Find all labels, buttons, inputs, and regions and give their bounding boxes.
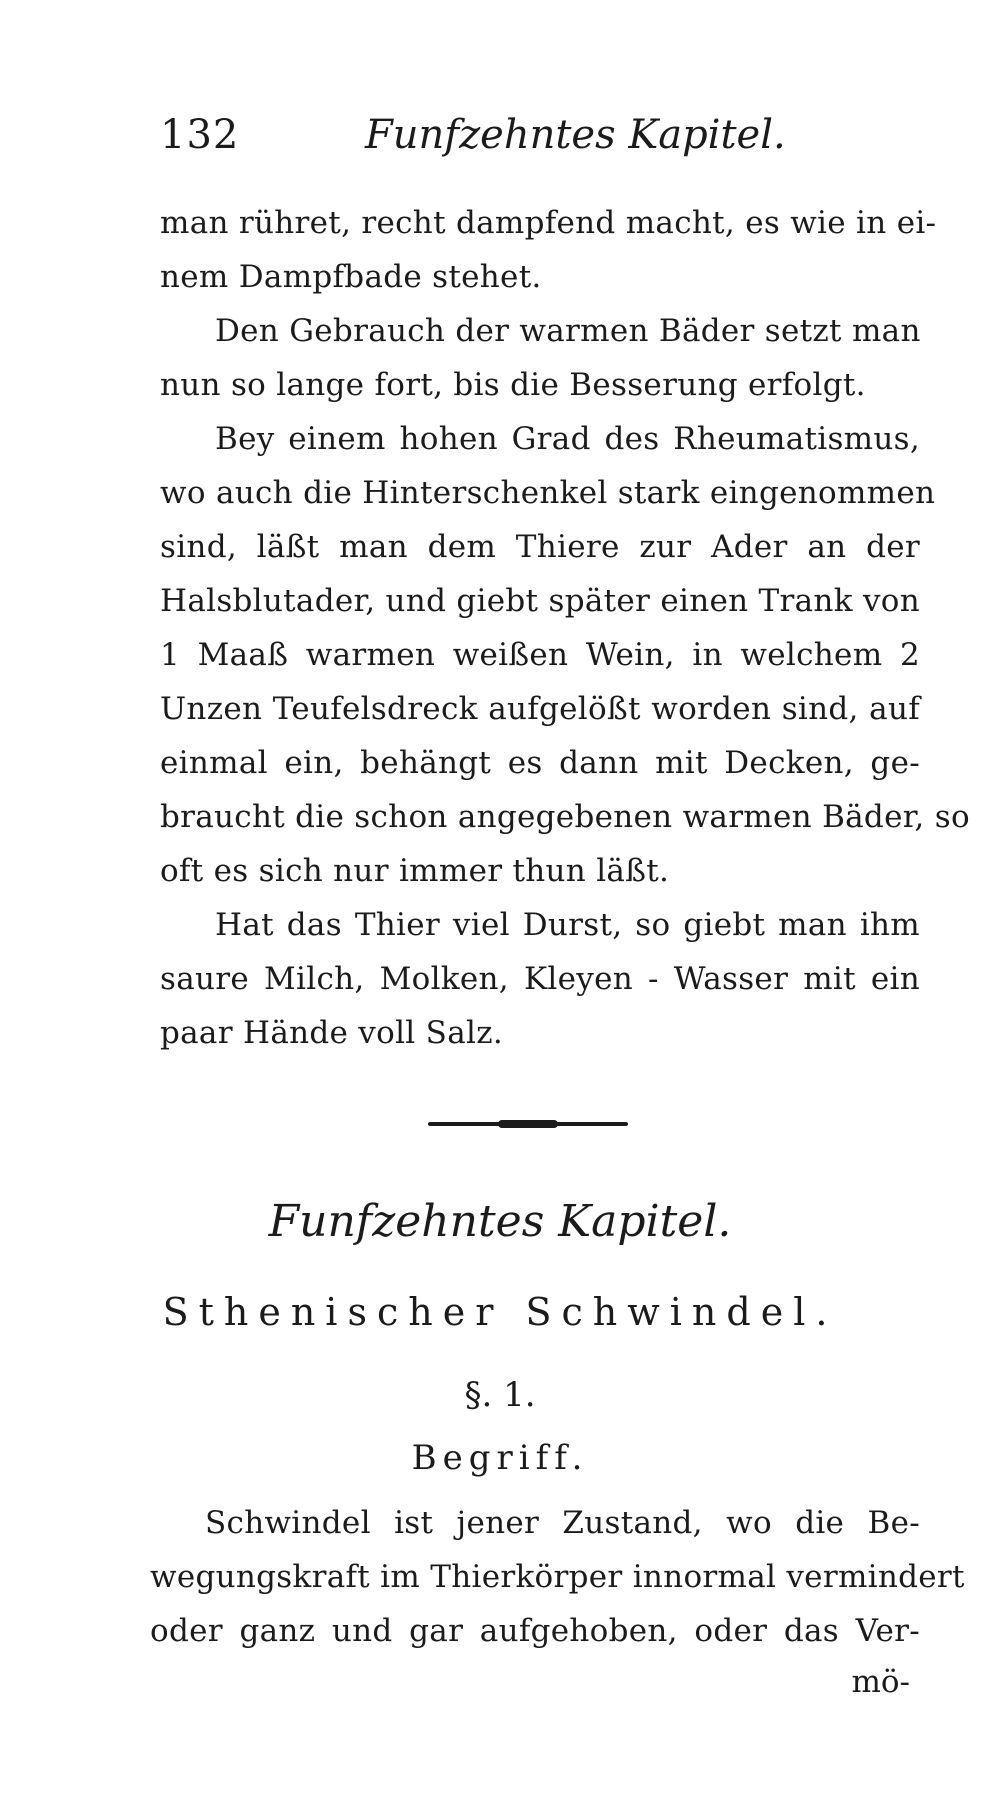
text-line: paar Hände voll Salz. [160,1015,503,1051]
text-line: Den Gebrauch der warmen Bäder setzt man [215,313,921,349]
text-line: nem Dampfbade stehet. [160,259,542,295]
text-line: braucht die schon angegebenen warmen Bäder, so [160,799,970,835]
chapter-subtitle: Sthenischer Schwindel. [162,1290,838,1334]
text-line: man rühret, recht dampfend macht, es wie in ei- [160,205,937,241]
ornamental-rule [428,1122,628,1126]
text-line: Schwindel ist jener Zustand, wo die Be- [205,1505,920,1541]
text-line: Unzen Teufelsdreck aufgelößt worden sind, auf [160,691,920,727]
text-line: nun so lange fort, bis die Besserung erfolgt. [160,367,866,403]
text-line: sind, läßt man dem Thiere zur Ader an der [160,529,920,565]
chapter-title: Funfzehntes Kapitel. [268,1196,732,1247]
text-line: oder ganz und gar aufgehoben, oder das Ver- [150,1613,920,1649]
text-line: Halsblutader, und giebt später einen Trank von [160,583,920,619]
text-line: einmal ein, behängt es dann mit Decken, ge- [160,745,920,781]
catchword: mö- [851,1664,910,1700]
definition-text [150,1496,965,1658]
text-line: wegungskraft im Thierkörper innormal vermindert [150,1559,965,1595]
text-line: Hat das Thier viel Durst, so giebt man ihm [215,907,920,943]
text-line: 1 Maaß warmen weißen Wein, in welchem 2 [160,637,920,673]
section-number: §. 1. [464,1375,536,1415]
text-line: wo auch die Hinterschenkel stark eingenommen [160,475,936,511]
page-number: 132 [160,112,240,158]
continuation-text [160,196,970,1060]
running-title: Funfzehntes Kapitel. [365,112,786,158]
running-head [160,112,920,162]
section-heading: Begriff. [411,1438,589,1478]
text-line: oft es sich nur immer thun läßt. [160,853,670,889]
text-line: saure Milch, Molken, Kleyen - Wasser mit ein [160,961,920,997]
text-line: Bey einem hohen Grad des Rheumatismus, [215,421,920,457]
